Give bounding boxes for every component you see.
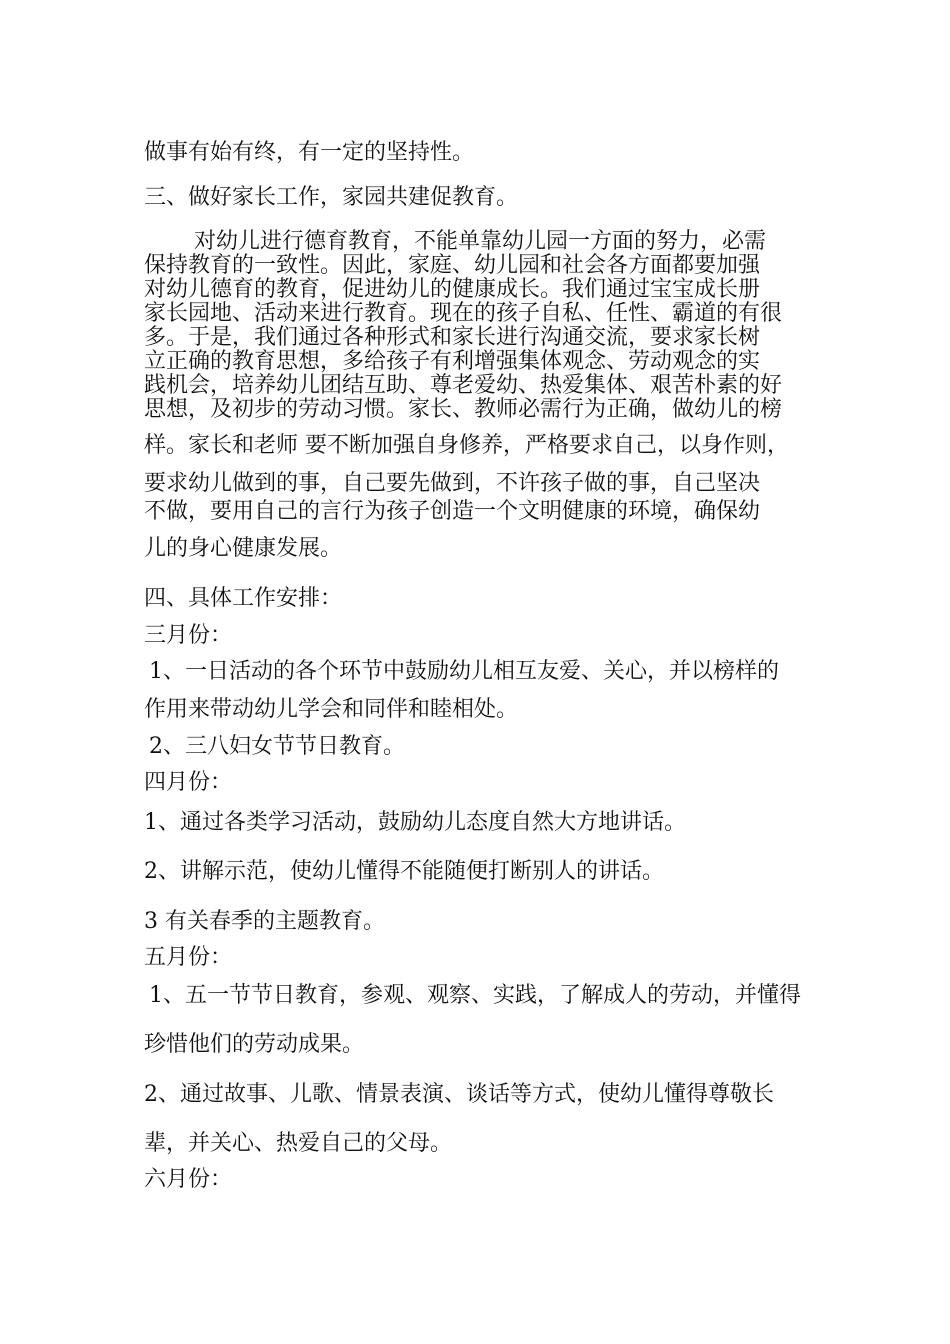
text-line: 对幼儿进行德育教育，不能单靠幼儿园一方面的努力，必需 (194, 229, 767, 254)
text-line: 不做，要用自己的言行为孩子创造一个文明健康的环境，确保幼 (144, 499, 761, 524)
text-line: 辈，并关心、热爱自己的父母。 (144, 1131, 453, 1156)
list-item: 1、一日活动的各个环节中鼓励幼儿相互友爱、关心，并以榜样的 (149, 659, 779, 684)
text-line: 践机会，培养幼儿团结互助、尊老爱幼、热爱集体、艰苦朴素的好 (144, 373, 783, 398)
text-line: 思想，及初步的劳动习惯。家长、教师必需行为正确，做幼儿的榜 (144, 397, 783, 422)
text-line: 对幼儿德育的教育，促进幼儿的健康成长。我们通过宝宝成长册 (144, 277, 761, 302)
list-item: 3 有关春季的主题教育。 (144, 909, 385, 934)
list-item: 1、五一节节日教育，参观、观察、实践，了解成人的劳动，并懂得 (149, 983, 801, 1008)
text-line: 保持教育的一致性。因此，家庭、幼儿园和社会各方面都要加强 (144, 253, 761, 278)
text-line: 做事有始有终，有一定的坚持性。 (144, 140, 475, 165)
month-heading: 五月份： (144, 945, 233, 970)
list-item: 2、通过故事、儿歌、情景表演、谈话等方式，使幼儿懂得尊敬长 (144, 1082, 774, 1107)
text-line: 珍惜他们的劳动成果。 (144, 1032, 365, 1057)
list-item: 2、讲解示范，使幼儿懂得不能随便打断别人的讲话。 (144, 859, 664, 884)
section-heading: 四、具体工作安排： (144, 586, 343, 611)
text-line: 要求幼儿做到的事，自己要先做到，不许孩子做的事，自己坚决 (144, 471, 761, 496)
text-line: 家长园地、活动来进行教育。现在的孩子自私、任性、霸道的有很 (144, 301, 783, 326)
text-line: 样。家长和老师 要不断加强自身修养，严格要求自己，以身作则， (144, 433, 789, 458)
month-heading: 六月份： (144, 1167, 233, 1192)
list-item: 2、三八妇女节节日教育。 (149, 734, 405, 759)
text-line: 多。于是，我们通过各种形式和家长进行沟通交流，要求家长树 (144, 325, 761, 350)
month-heading: 四月份： (144, 770, 233, 795)
list-item: 1、通过各类学习活动，鼓励幼儿态度自然大方地讲话。 (144, 810, 686, 835)
text-line: 儿的身心健康发展。 (144, 536, 343, 561)
month-heading: 三月份： (144, 623, 233, 648)
section-heading: 三、做好家长工作，家园共建促教育。 (144, 185, 519, 210)
text-line: 立正确的教育思想，多给孩子有利增强集体观念、劳动观念的实 (144, 349, 761, 374)
text-line: 作用来带动幼儿学会和同伴和睦相处。 (144, 697, 519, 722)
